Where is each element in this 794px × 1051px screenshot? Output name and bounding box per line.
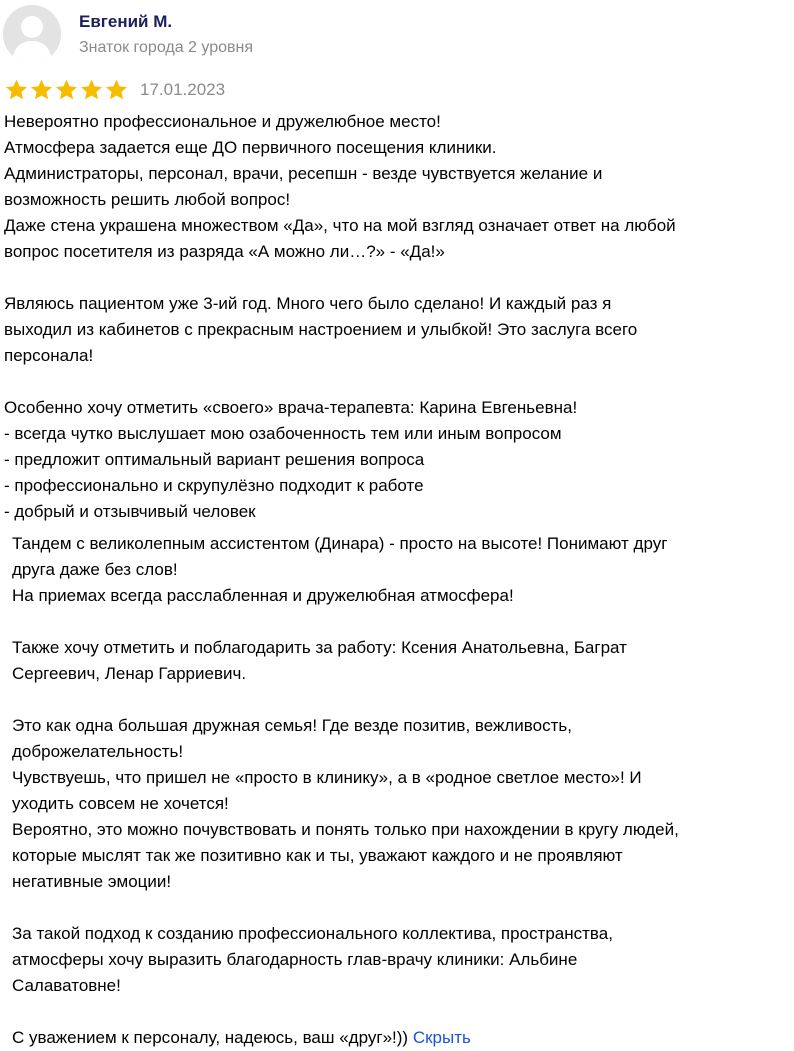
paragraph-gap bbox=[4, 265, 676, 291]
author-name[interactable]: Евгений М. bbox=[79, 12, 173, 31]
review-line: негативные эмоции! bbox=[12, 872, 172, 891]
author-level: Знаток города 2 уровня bbox=[79, 39, 254, 56]
star-icon bbox=[104, 78, 129, 102]
review-line: атмосферы хочу выразить благодарность глав-врачу клиники: Альбине bbox=[12, 950, 578, 969]
avatar[interactable] bbox=[3, 5, 61, 63]
review-line: Особенно хочу отметить «своего» врача-терапевта: Карина Евгеньевна! bbox=[4, 398, 578, 417]
review-line: На приемах всегда расслабленная и дружелюбная атмосфера! bbox=[12, 586, 514, 605]
review-line: вопрос посетителя из разряда «А можно ли…?» - «Да!» bbox=[4, 242, 445, 261]
review-text-part-1 bbox=[4, 109, 676, 525]
review-line: Невероятно профессиональное и дружелюбное место! bbox=[4, 112, 441, 131]
review-date: 17.01.2023 bbox=[140, 80, 226, 99]
review-final-line bbox=[12, 1025, 679, 1051]
paragraph-gap bbox=[12, 895, 679, 921]
review-line: Администраторы, персонал, врачи, ресепшн - везде чувствуется желание и bbox=[4, 164, 603, 183]
review-line: Чувствуешь, что пришел не «просто в клинику», а в «родное светлое место»! И bbox=[12, 768, 642, 787]
review-line: Сергеевич, Ленар Гарриевич. bbox=[12, 664, 247, 683]
review-line: Салаватовне! bbox=[12, 976, 121, 995]
review-line: - предложит оптимальный вариант решения вопроса bbox=[4, 450, 425, 469]
closing-text: С уважением к персоналу, надеюсь, ваш «друг»!)) bbox=[12, 1028, 409, 1047]
review-line: Являюсь пациентом уже 3-ий год. Много чего было сделано! И каждый раз я bbox=[4, 294, 612, 313]
review-line: доброжелательность! bbox=[12, 742, 184, 761]
paragraph-gap bbox=[12, 687, 679, 713]
review-line: - профессионально и скрупулёзно подходит к работе bbox=[4, 476, 424, 495]
review-line: друга даже без слов! bbox=[12, 560, 178, 579]
review-line: - всегда чутко выслушает мою озабоченность тем или иным вопросом bbox=[4, 424, 562, 443]
review-line: уходить совсем не хочется! bbox=[12, 794, 229, 813]
star-icon bbox=[54, 78, 79, 102]
review-line: Также хочу отметить и поблагодарить за работу: Ксения Анатольевна, Баграт bbox=[12, 638, 627, 657]
review-line: Тандем с великолепным ассистентом (Динара) - просто на высоте! Понимают друг bbox=[12, 534, 668, 553]
star-icon bbox=[79, 78, 104, 102]
review-line: которые мыслят так же позитивно как и ты, уважают каждого и не проявляют bbox=[12, 846, 623, 865]
rating-stars bbox=[4, 78, 129, 102]
rating-row bbox=[4, 78, 225, 102]
review-line: Это как одна большая дружная семья! Где везде позитив, вежливость, bbox=[12, 716, 572, 735]
user-silhouette-icon bbox=[3, 5, 61, 63]
review-text-part-2 bbox=[12, 531, 679, 1051]
star-icon bbox=[4, 78, 29, 102]
paragraph-gap bbox=[4, 369, 676, 395]
paragraph-gap bbox=[12, 609, 679, 635]
hide-review-link[interactable]: Скрыть bbox=[412, 1028, 471, 1047]
review-line: возможность решить любой вопрос! bbox=[4, 190, 291, 209]
review-line: выходил из кабинетов с прекрасным настроением и улыбкой! Это заслуга всего bbox=[4, 320, 638, 339]
review-line: - добрый и отзывчивый человек bbox=[4, 502, 256, 521]
review-line: Вероятно, это можно почувствовать и понять только при нахождении в кругу людей, bbox=[12, 820, 679, 839]
star-icon bbox=[29, 78, 54, 102]
review-line: За такой подход к созданию профессионального коллектива, пространства, bbox=[12, 924, 613, 943]
review-line: Даже стена украшена множеством «Да», что на мой взгляд означает ответ на любой bbox=[4, 216, 676, 235]
review-line: персонала! bbox=[4, 346, 94, 365]
review-line: Атмосфера задается еще ДО первичного посещения клиники. bbox=[4, 138, 497, 157]
paragraph-gap bbox=[12, 999, 679, 1025]
